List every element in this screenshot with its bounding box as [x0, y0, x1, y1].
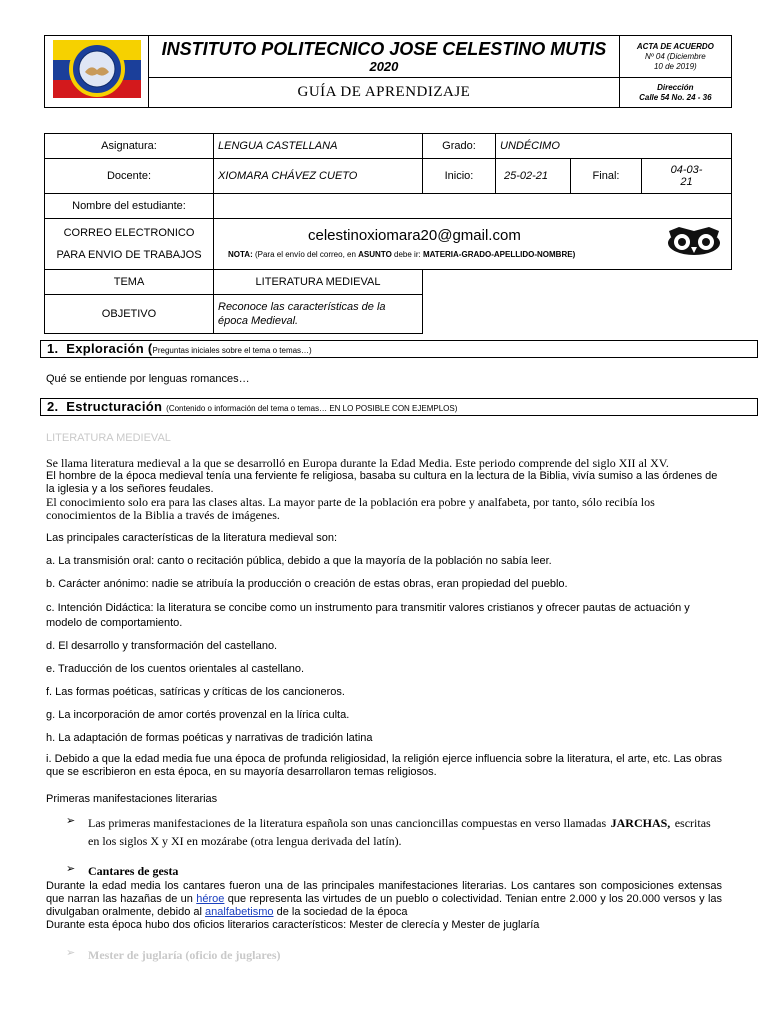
jarchas-item	[46, 814, 722, 850]
nota-debe: debe ir:	[394, 250, 421, 259]
grado-value: UNDÉCIMO	[496, 134, 732, 159]
envio-label: PARA ENVIO DE TRABAJOS	[56, 249, 202, 261]
estudiante-value[interactable]	[214, 194, 732, 219]
exploracion-question: Qué se entiende por lenguas romances…	[46, 373, 250, 385]
tema-value: LITERATURA MEDIEVAL	[214, 270, 423, 295]
characteristic-b: b. Carácter anónimo: nadie se atribuía la producción o creación de estas obras, eran propiedad del pueblo.	[46, 578, 568, 590]
cantares-paragraph	[46, 880, 722, 919]
characteristic-d: d. El desarrollo y transformación del castellano.	[46, 640, 278, 652]
inicio-label: Inicio:	[423, 159, 496, 194]
cantares-paragraph-2: Durante esta época hubo dos oficios literarios característicos: Mester de clerecía y Mester de juglaría	[46, 919, 540, 931]
institution-name: INSTITUTO POLITECNICO JOSE CELESTINO MUTIS	[161, 39, 607, 60]
characteristic-e: e. Traducción de los cuentos orientales al castellano.	[46, 663, 305, 675]
cantares-text-1: Durante la edad media los cantares fueron una de las principales manifestaciones literarias. Los cantares son composiciones extensas que narran las hazañas de un	[46, 880, 722, 905]
logo-cell	[45, 36, 149, 108]
nota-bold: NOTA:	[228, 250, 253, 259]
cantares-heading-row	[46, 862, 722, 880]
mester-faded-heading: Mester de juglaría (oficio de juglares)	[88, 948, 281, 962]
docente-label: Docente:	[45, 159, 214, 194]
docente-value: XIOMARA CHÁVEZ CUETO	[214, 159, 423, 194]
direccion-label: Dirección	[657, 82, 694, 92]
jarchas-text-2: escritas en los siglos X y XI en mozárabe (otra lengua derivada del latín).	[88, 816, 711, 848]
primeras-heading: Primeras manifestaciones literarias	[46, 793, 218, 805]
characteristic-f: f. Las formas poéticas, satíricas y críticas de los cancioneros.	[46, 686, 345, 698]
intro-paragraph-2: El hombre de la época medieval tenía una ferviente fe religiosa, basaba su cultura en la lectura de la Biblia, vivía sumiso a las órdenes de la iglesia y a los señores feudales.	[46, 470, 718, 495]
nota-format: MATERIA-GRADO-APELLIDO-NOMBRE)	[422, 250, 576, 259]
final-value-1: 04-03-	[670, 164, 703, 176]
objetivo-value: Reconoce las características de la época Medieval.	[214, 295, 423, 334]
inicio-value: 25-02-21	[496, 159, 571, 194]
email-address[interactable]: celestinoxiomara20@gmail.com	[308, 227, 521, 244]
characteristic-g: g. La incorporación de amor cortés provenzal en la lírica culta.	[46, 709, 350, 721]
section1-subtitle: Preguntas iniciales sobre el tema o temas…)	[152, 346, 312, 355]
section2-title: Estructuración	[66, 399, 163, 414]
final-label: Final:	[571, 159, 642, 194]
header-year: 2020	[369, 59, 399, 75]
cantares-bullet-icon: ➢	[66, 863, 76, 875]
section1-number: 1.	[47, 341, 59, 356]
owl-icon	[665, 225, 723, 257]
mester-bullet-icon: ➢	[66, 947, 76, 959]
cantares-text-3: de la sociedad de la época	[276, 906, 408, 918]
jarchas-text-1: Las primeras manifestaciones de la literatura española son unas cancioncillas compuestas en verso llamadas	[88, 816, 607, 830]
nota-line	[218, 250, 727, 259]
direccion-cell	[619, 78, 731, 108]
acta-number: Nº 04 (Diciembre	[644, 51, 706, 61]
section2-number: 2.	[47, 399, 59, 414]
grado-label: Grado:	[423, 134, 496, 159]
characteristic-a: a. La transmisión oral: canto o recitación pública, debido a que la mayoría de la población no sabía leer.	[46, 555, 552, 567]
nota-asunto: ASUNTO	[358, 250, 392, 259]
faded-heading: LITERATURA MEDIEVAL	[46, 432, 171, 444]
intro-paragraph-1: Se llama literatura medieval a la que se desarrolló en Europa durante la Edad Media. Este periodo comprende del siglo XII al XV.	[46, 456, 669, 470]
cantares-text-2: que representa las virtudes de un pueblo o colectividad. Tenian entre 2.000 y los 20.000 versos y las divulgaban oralmente, debido al	[46, 893, 723, 918]
cantares-heading: Cantares de gesta	[88, 864, 179, 878]
info-table	[44, 133, 732, 334]
correo-cell	[45, 219, 214, 270]
email-cell	[214, 219, 732, 270]
body-content	[46, 457, 722, 964]
final-value-cell	[642, 159, 732, 194]
section-estructuracion	[40, 398, 758, 416]
section-exploracion	[40, 340, 758, 358]
analfabetismo-link[interactable]: analfabetismo	[205, 906, 274, 918]
header-table	[44, 35, 732, 108]
asignatura-value: LENGUA CASTELLANA	[214, 134, 423, 159]
heroe-link[interactable]: héroe	[196, 893, 225, 905]
correo-label: CORREO ELECTRONICO	[63, 227, 195, 239]
asignatura-label: Asignatura:	[45, 134, 214, 159]
guide-title: GUÍA DE APRENDIZAJE	[149, 78, 619, 108]
mester-faded-row	[46, 946, 722, 964]
acta-cell	[619, 36, 731, 78]
characteristic-c: c. Intención Didáctica: la literatura se concibe como un instrumento para transmitir valores cristianos y ofrecer pautas de actuación y modelo de comportamiento.	[46, 602, 690, 629]
characteristic-h: h. La adaptación de formas poéticas y narrativas de tradición latina	[46, 732, 373, 744]
section2-subtitle: (Contenido o información del tema o temas… EN LO POSIBLE CON EJEMPLOS)	[166, 404, 458, 413]
section1-title: Exploración (	[66, 341, 153, 356]
institution-title-cell	[149, 36, 619, 78]
estudiante-label: Nombre del estudiante:	[45, 194, 214, 219]
acta-title: ACTA DE ACUERDO	[636, 41, 714, 51]
jarchas-bullet-icon: ➢	[66, 815, 76, 827]
tema-label: TEMA	[45, 270, 214, 295]
intro-paragraph-3: El conocimiento solo era para las clases altas. La mayor parte de la población era pobre y analfabeta, por tanto, sólo recibía los conocimientos de la Biblia a través de imágenes.	[46, 495, 655, 522]
objetivo-label: OBJETIVO	[45, 295, 214, 334]
direccion-value: Calle 54 No. 24 - 36	[639, 92, 712, 102]
characteristics-heading: Las principales características de la literatura medieval son:	[46, 532, 338, 544]
nota-text: (Para el envío del correo, en	[254, 250, 356, 259]
acta-date: 10 de 2019)	[653, 61, 697, 71]
characteristic-i: i. Debido a que la edad media fue una época de profunda religiosidad, la religión ejerce influencia sobre la literatura, el arte, etc. Las obras que se escribieron en esta época, en su mayoría desarrollaron temas religiosos.	[46, 753, 722, 778]
final-value-2: 21	[680, 176, 693, 188]
jarchas-bold: JARCHAS,	[610, 816, 671, 830]
institution-logo-icon	[49, 36, 145, 102]
